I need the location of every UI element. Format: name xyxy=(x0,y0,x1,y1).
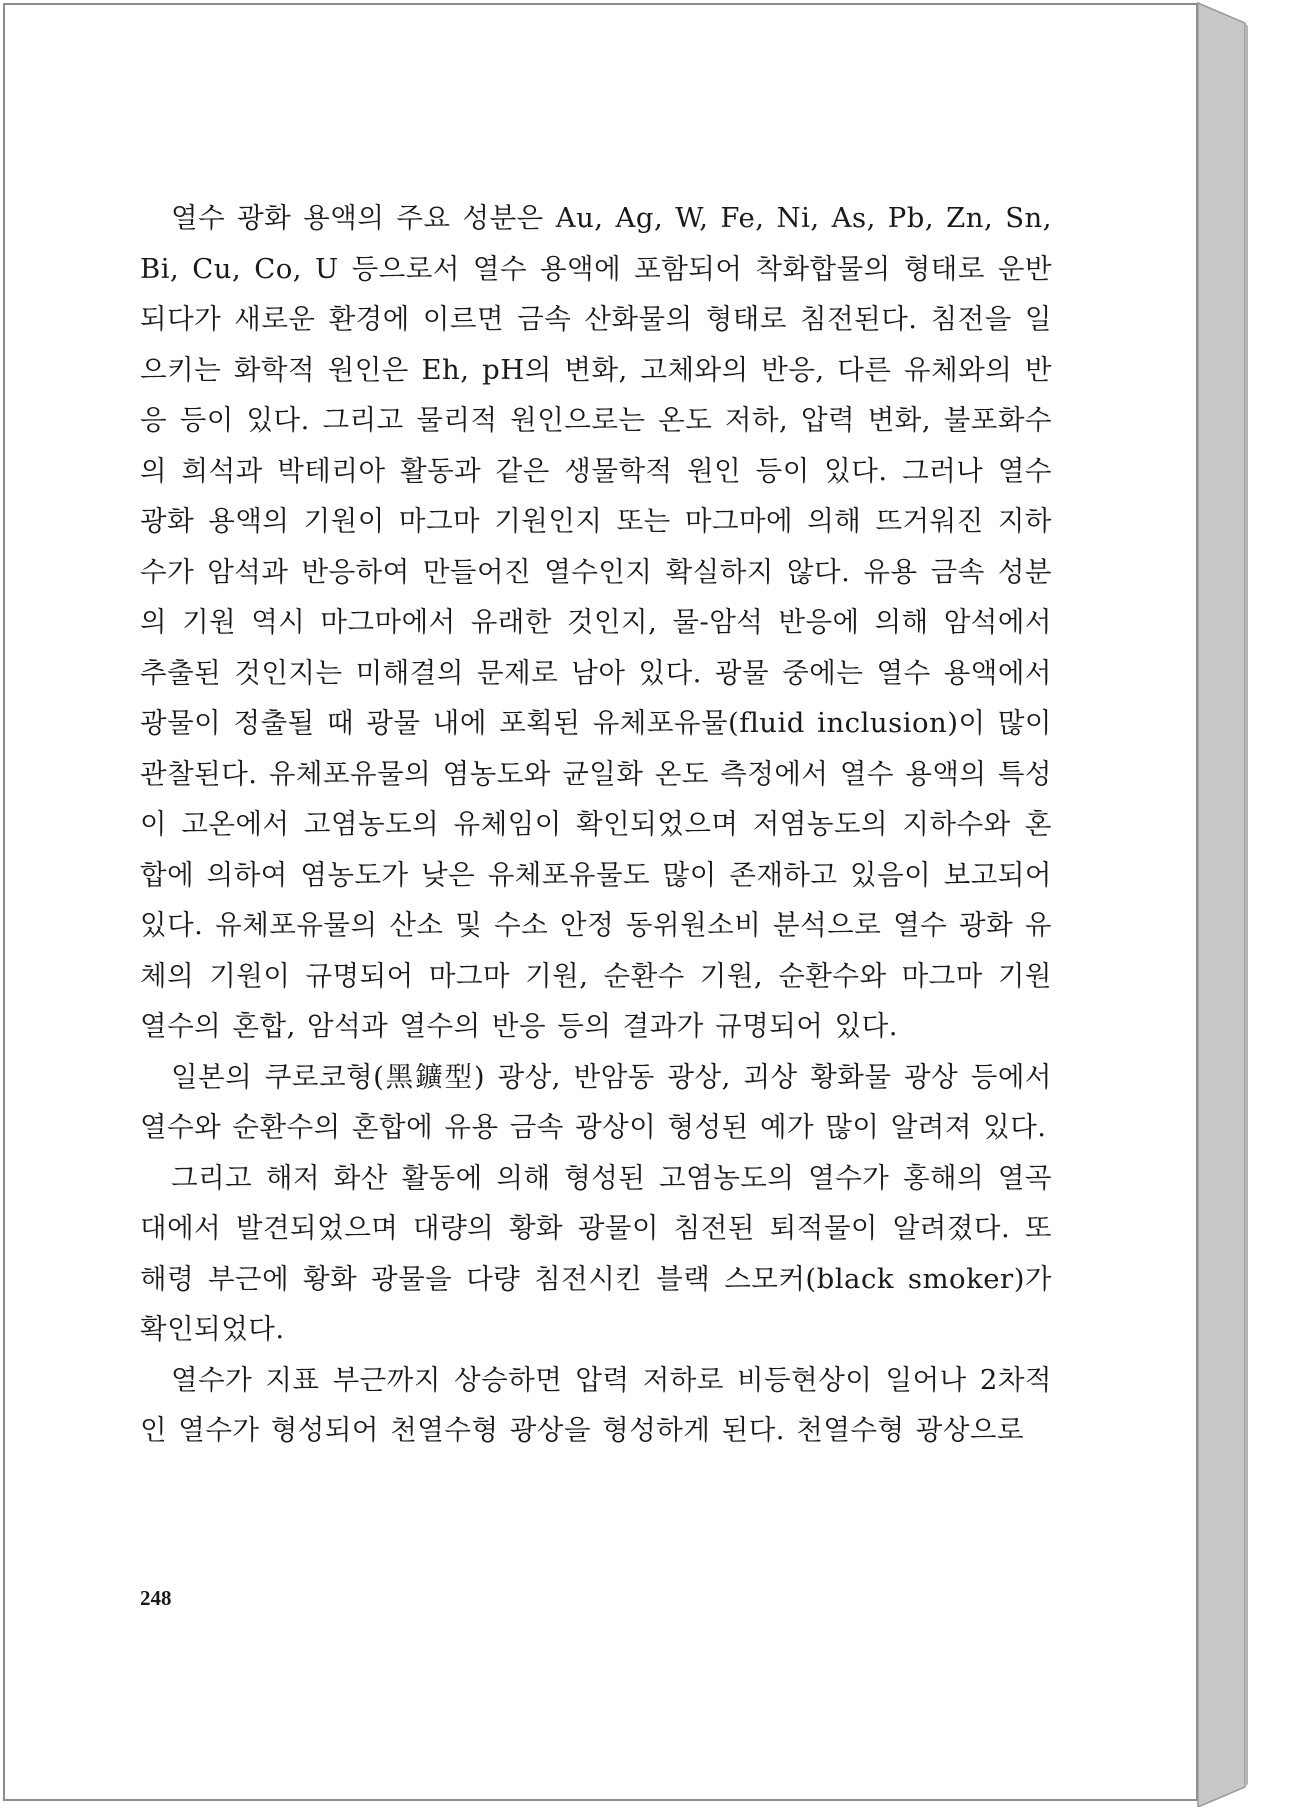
paragraph-1: 열수 광화 용액의 주요 성분은 Au, Ag, W, Fe, Ni, As, Pb, Zn, Sn, Bi, Cu, Co, U 등으로서 열수 용액에 포함되어 착화합물의 형태로 운반되다가 새로운 환경에 이르면 금속 산화물의 형태로 침전된다. 침전을 일으키는 화학적 원인은 Eh, pH의 변화, 고체와의 반응, 다른 유체와의 반응 등이 있다. 그리고 물리적 원인으로는 온도 저하, 압력 변화, 불포화수의 희석과 박테리아 활동과 같은 생물학적 원인 등이 있다. 그러나 열수 광화 용액의 기원이 마그마 기원인지 또는 마그마에 의해 뜨거워진 지하수가 암석과 반응하여 만들어진 열수인지 확실하지 않다. 유용 금속 성분의 기원 역시 마그마에서 유래한 것인지, 물-암석 반응에 의해 암석에서 추출된 것인지는 미해결의 문제로 남아 있다. 광물 중에는 열수 용액에서 광물이 정출될 때 광물 내에 포획된 유체포유물(fluid inclusion)이 많이 관찰된다. 유체포유물의 염농도와 균일화 온도 측정에서 열수 용액의 특성이 고온에서 고염농도의 유체임이 확인되었으며 저염농도의 지하수와 혼합에 의하여 염농도가 낮은 유체포유물도 많이 존재하고 있음이 보고되어 있다. 유체포유물의 산소 및 수소 안정 동위원소비 분석으로 열수 광화 유체의 기원이 규명되어 마그마 기원, 순환수 기원, 순환수와 마그마 기원 열수의 혼합, 암석과 열수의 반응 등의 결과가 규명되어 있다. xyxy=(140,202,1052,1042)
paragraph-2: 일본의 쿠로코형(黑鑛型) 광상, 반암동 광상, 괴상 황화물 광상 등에서 열수와 순환수의 혼합에 유용 금속 광상이 형성된 예가 많이 알려져 있다. xyxy=(140,1060,1052,1143)
paragraph-3: 그리고 해저 화산 활동에 의해 형성된 고염농도의 열수가 홍해의 열곡대에서 발견되었으며 대량의 황화 광물이 침전된 퇴적물이 알려졌다. 또 해령 부근에 황화 광물을 다량 침전시킨 블랙 스모커(black smoker)가 확인되었다. xyxy=(140,1161,1052,1345)
paragraph-4: 열수가 지표 부근까지 상승하면 압력 저하로 비등현상이 일어나 2차적인 열수가 형성되어 천열수형 광상을 형성하게 된다. 천열수형 광상으로 xyxy=(140,1363,1052,1446)
page-number: 248 xyxy=(140,1586,172,1610)
body-text xyxy=(140,193,1052,1456)
